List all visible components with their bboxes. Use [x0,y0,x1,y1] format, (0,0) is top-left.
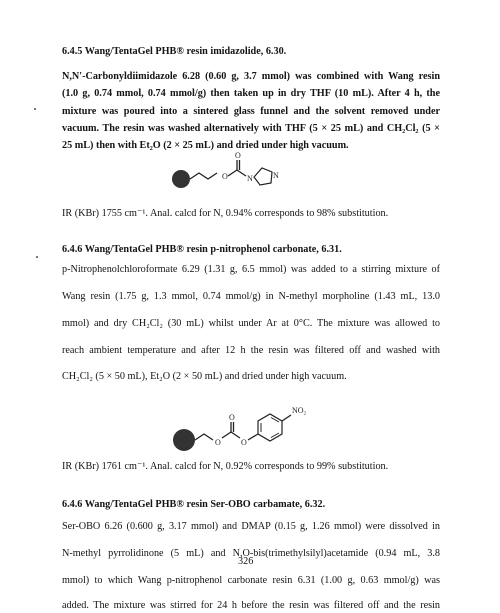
nitrophenol-carbonate-structure [170,388,350,460]
bond [195,434,213,440]
ir-data-6-31: IR (KBr) 1761 cm⁻¹. Anal. calcd for N, 0.92% corresponds to 99% substitution. [62,461,389,472]
resin-bead [172,170,190,188]
bond [231,432,240,438]
atom-label: O [235,151,241,160]
body-line: N-methyl pyrrolidinone (5 mL) and N,O-bis(trimethylsilyl)acetamide (0.94 mL, 3.8 [62,548,440,559]
body-line: p-Nitrophenolchloroformate 6.29 (1.31 g, 6.5 mmol) was added to a stirring mixture of [62,264,440,275]
body-line: CH₂Cl₂ (5 × 50 mL), Et₂O (2 × 50 mL) and dried under high vacuum. [62,371,347,382]
body-line: mmol) to which Wang p-nitrophenol carbonate resin 6.31 (1.00 g, 0.63 mmol/g) was [62,575,440,586]
bond [282,415,291,421]
section-heading-6-4-5: 6.4.5 Wang/TentaGel PHB® resin imidazolide, 6.30. [62,46,287,57]
imidazole-ring [254,168,272,185]
body-line: reach ambient temperature and after 12 h the resin was filtered off and washed with [62,345,440,356]
page-number: 326 [238,556,254,567]
bond [248,434,258,440]
atom-label: O [215,438,221,447]
atom-label: O [241,438,247,447]
bond [222,432,231,438]
atom-label: O [222,172,228,181]
atom-label: O [229,413,235,422]
body-line: added. The mixture was stirred for 24 h before the resin was filtered off and the resin [62,600,440,611]
ir-data-6-30: IR (KBr) 1755 cm⁻¹. Anal. calcd for N, 0.94% corresponds to 98% substitution. [62,208,389,219]
body-line: mmol) and dry CH₂Cl₂ (30 mL) whilst under Ar at 0°C. The mixture was allowed to [62,318,440,329]
bond [228,170,237,176]
bond [237,170,246,176]
body-line: mixture was poured into a sintered glass funnel and the solvent removed under [62,106,440,117]
atom-label: N [273,171,279,180]
benzene-ring [258,414,282,441]
body-line: 25 mL) then with Et₂O (2 × 25 mL) and dried under high vacuum. [62,140,349,151]
body-line: (1.0 g, 0.74 mmol, 0.74 mmol/g) then taken up in dry THF (10 mL). After 4 h, the [62,88,440,99]
scan-speck [34,108,36,110]
imidazolide-structure [170,150,290,196]
atom-label: N [247,174,253,183]
bond [190,173,217,179]
nitro-group-label: NO₂ [292,406,307,415]
body-line: vacuum. The resin was washed alternatively with THF (5 × 25 mL) and CH₂Cl₂ (5 × [62,123,440,134]
body-line: N,N'-Carbonyldiimidazole 6.28 (0.60 g, 3.7 mmol) was combined with Wang resin [62,71,440,82]
scan-speck [36,256,38,258]
body-line: Wang resin (1.75 g, 1.3 mmol, 0.74 mmol/g) in N-methyl morpholine (1.43 mL, 13.0 [62,291,440,302]
body-line: Ser-OBO 6.26 (0.600 g, 3.17 mmol) and DMAP (0.15 g, 1.26 mmol) were dissolved in [62,521,440,532]
section-heading-6-4-6-b: 6.4.6 Wang/TentaGel PHB® resin Ser-OBO carbamate, 6.32. [62,499,326,510]
section-heading-6-4-6: 6.4.6 Wang/TentaGel PHB® resin p-nitrophenol carbonate, 6.31. [62,244,342,255]
spacer [238,548,239,549]
resin-bead [173,429,195,451]
